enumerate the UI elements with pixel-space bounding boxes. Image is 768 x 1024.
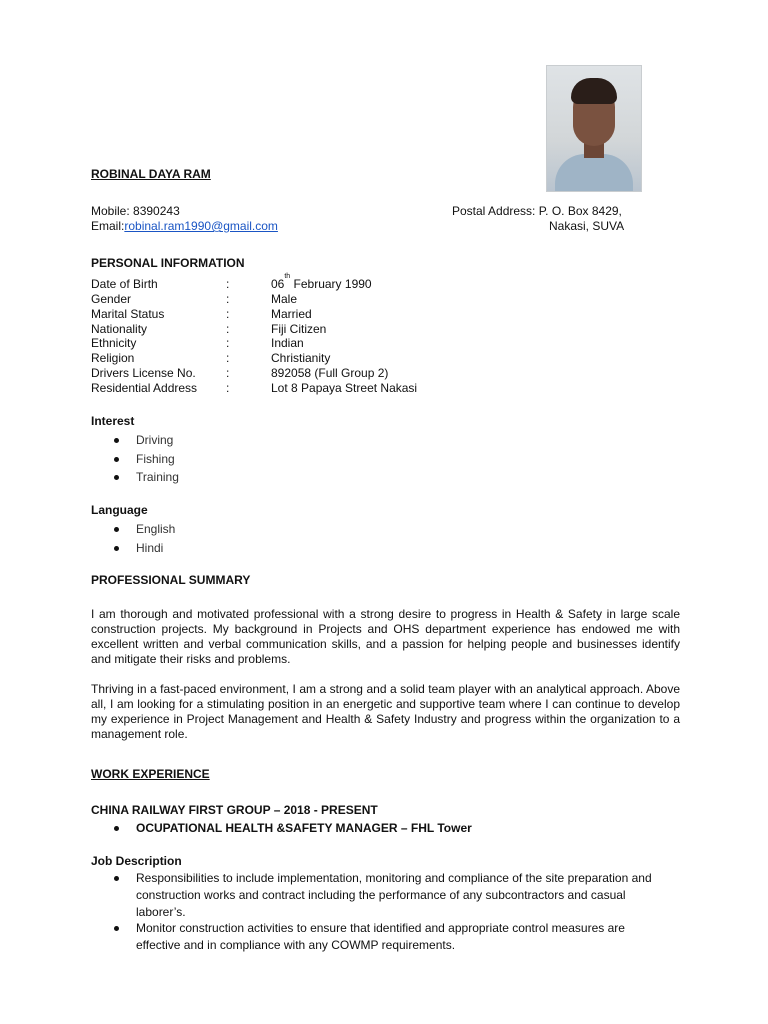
candidate-name: ROBINAL DAYA RAM: [91, 167, 211, 181]
bullet-icon: [114, 926, 119, 931]
summary-heading: PROFESSIONAL SUMMARY: [91, 573, 251, 587]
bullet-icon: [114, 457, 119, 462]
personal-row: Marital Status : Married: [91, 307, 312, 321]
bullet-icon: [114, 475, 119, 480]
bullet-icon: [114, 876, 119, 881]
profile-photo: [546, 65, 642, 192]
personal-row: Residential Address : Lot 8 Papaya Street Nakasi: [91, 381, 418, 395]
personal-row: Nationality : Fiji Citizen: [91, 322, 327, 336]
email-line: Email:robinal.ram1990@gmail.com: [91, 219, 278, 233]
work-experience-heading: WORK EXPERIENCE: [91, 767, 210, 781]
bullet-icon: [114, 546, 119, 551]
email-link[interactable]: robinal.ram1990@gmail.com: [124, 219, 278, 233]
personal-row: Gender : Male: [91, 292, 298, 306]
summary-paragraph-1: I am thorough and motivated professional with a strong desire to progress in Health & Safety in large scale construction projects. My background in Projects and OHS department experience has endowed me with excellent written and verbal communication skills, and a passion for helping people and businesses identify and mitigate their risks and problems.: [91, 607, 680, 666]
interest-heading: Interest: [91, 414, 135, 428]
language-heading: Language: [91, 503, 148, 517]
personal-row: Date of Birth : 06th February 1990: [91, 273, 372, 291]
company-title: CHINA RAILWAY FIRST GROUP – 2018 - PRESENT: [91, 803, 378, 817]
bullet-icon: [114, 826, 119, 831]
personal-row: Religion : Christianity: [91, 351, 331, 365]
postal-address-line1: Postal Address: P. O. Box 8429,: [452, 204, 622, 218]
summary-paragraph-2: Thriving in a fast-paced environment, I am a strong and a solid team player with an analytical approach. Above all, I am looking for a stimulating position in an energetic and supportive team where I can continue to develop my experience in Project Management and Health & Safety Industry and progress within the organization to a management role.: [91, 682, 680, 741]
bullet-icon: [114, 438, 119, 443]
mobile-line: Mobile: 8390243: [91, 204, 180, 218]
postal-address-line2: Nakasi, SUVA: [549, 219, 625, 233]
personal-row: Drivers License No. : 892058 (Full Group 2): [91, 366, 389, 380]
resume-page: ROBINAL DAYA RAM Mobile: 8390243 Email:robinal.ram1990@gmail.com Postal Address: P. O. Box 8429, Nakasi, SUVA PERSONAL INFORMATION Date of Birth : 06th February 1990 Gender : Male Marital Status : Married Nationality : Fiji Citizen Ethnicity : Indian Religion : Christianity Drivers License No. : 892058 (Full Group 2) Residential Address : Lot 8 Papaya Street Nakasi Interest Driving Fishing Training Language English Hindi PROFESSIONAL SUMMARY I am thorough and motivated professional with a strong desire to progress in Health & Safety in large scale construction projects. My background in Projects and OHS department experience has endowed me with excellent written and verbal communication skills, and a passion for helping people and businesses identify and mitigate their risks and problems. Thriving in a fast-paced environment, I am a strong and a solid team player with an analytical approach. Above all, I am looking for a stimulating position in an energetic and supportive team where I can continue to develop my experience in Project Management and Health & Safety Industry and progress within the organization to a management role. WORK EXPERIENCE CHINA RAILWAY FIRST GROUP – 2018 - PRESENT OCUPATIONAL HEALTH &SAFETY MANAGER – FHL Tower Job Description Responsibilities to include implementation, monitoring and compliance of the site preparation and construction works and contract including the performance of any subcontractors and casual laborer’s. Monitor construction activities to ensure that identified and appropriate control measures are effective and in compliance with any COWMP requirements.: [0, 0, 768, 1024]
job-description-heading: Job Description: [91, 854, 182, 868]
mobile-number: 8390243: [133, 204, 180, 218]
bullet-icon: [114, 527, 119, 532]
personal-info-heading: PERSONAL INFORMATION: [91, 256, 245, 270]
personal-row: Ethnicity : Indian: [91, 336, 304, 350]
